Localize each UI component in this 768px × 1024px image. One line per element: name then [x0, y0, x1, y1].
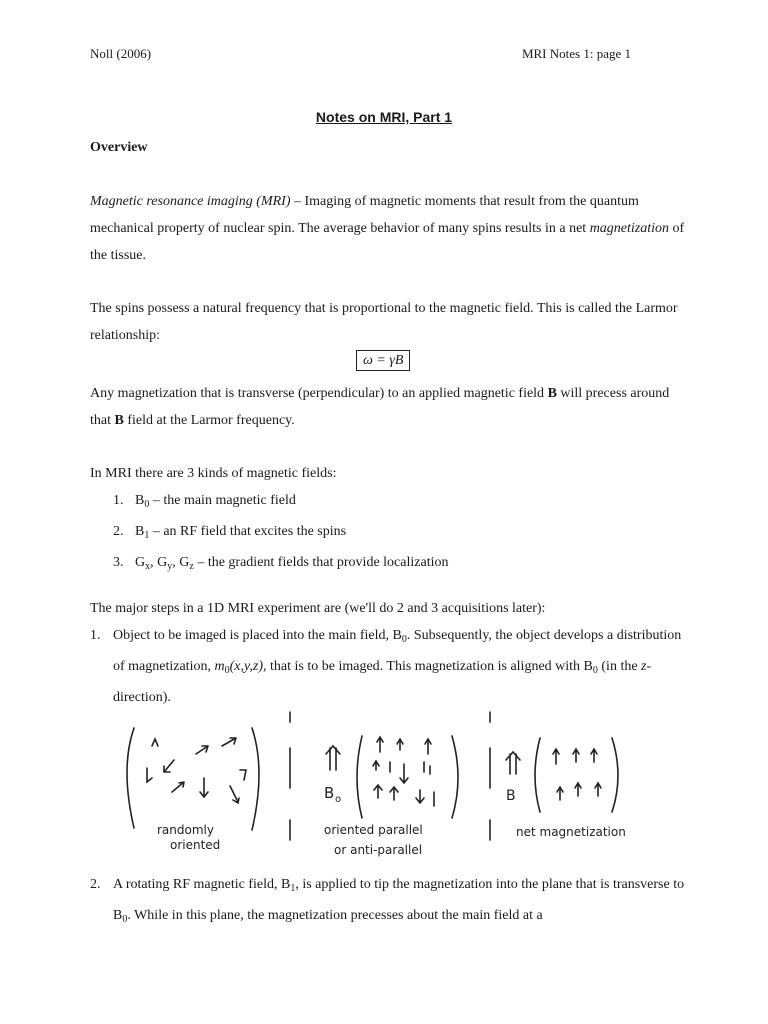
step1-text-b: . Subsequently, the object develops a distribution of magnetization, — [113, 628, 682, 674]
step1-z: z — [641, 659, 647, 674]
larmor-equation: ω = γB — [356, 350, 410, 371]
step1-text-d: (in the — [597, 659, 642, 674]
spin-arrow — [196, 746, 208, 754]
spin-arrow — [240, 770, 246, 780]
step1-text-a: Object to be imaged is placed into the main field, B — [113, 628, 402, 643]
section-heading: Overview — [90, 140, 148, 155]
spin-arrow — [416, 790, 424, 803]
field-symbol: , G — [150, 555, 168, 570]
step2-text-c: . While in this plane, the magnetization precesses about the main field at a — [127, 908, 543, 923]
para3-text-c: will precess around that — [90, 386, 670, 428]
step-2 — [90, 871, 693, 933]
step1-m-sub: 0 — [224, 665, 230, 676]
spin-arrow — [374, 785, 382, 798]
spin-arrow — [424, 762, 430, 774]
para1-text-b: of the tissue. — [90, 221, 685, 263]
b0-label-sub: o — [335, 794, 342, 805]
list-item — [90, 549, 448, 580]
step2-text-a: A rotating RF magnetic field, B — [113, 877, 291, 892]
field-symbol: B — [135, 493, 145, 508]
paragraph-mri-definition — [90, 188, 690, 269]
spin-arrow — [400, 764, 408, 783]
para3-text-d: field at the Larmor frequency. — [123, 413, 295, 428]
net-arrow — [553, 749, 559, 764]
paragraph-larmor: The spins possess a natural frequency that is proportional to the magnetic field. This is called the Larmor relationship: — [90, 301, 678, 343]
page-title: Notes on MRI, Part 1 — [315, 109, 453, 125]
bracket-left-2 — [357, 736, 362, 818]
field-symbol: B — [135, 524, 145, 539]
label-net-magnetization: net magnetization — [516, 825, 626, 839]
b0-label: B — [324, 784, 335, 802]
net-arrow — [591, 749, 597, 762]
spin-arrow — [377, 737, 383, 752]
term-mri: Magnetic resonance imaging (MRI) — [90, 194, 291, 209]
paragraph-major-steps: The major steps in a 1D MRI experiment are (we'll do 2 and 3 acquisitions later): — [90, 601, 546, 616]
net-arrow — [573, 749, 579, 762]
label-anti-parallel: or anti-parallel — [334, 843, 423, 857]
step-1 — [90, 622, 693, 711]
step2-text-b: , is applied to tip the magnetization into the plane that is transverse to B — [113, 877, 685, 923]
spin-arrow — [147, 768, 152, 782]
spin-orientation-sketch — [112, 708, 652, 866]
step1-coords: (x,y,z) — [229, 659, 264, 674]
field-subscript: z — [189, 561, 194, 572]
bracket-left-1 — [127, 728, 134, 828]
bracket-right-2 — [452, 736, 458, 818]
list-item — [90, 518, 448, 549]
para3-text-a: Any magnetization that is transverse (perpendicular) to an applied magnetic field — [90, 386, 548, 401]
step1-sub-c: 0 — [592, 665, 598, 676]
bracket-right-3 — [612, 738, 618, 812]
list-number: 2. — [90, 877, 101, 892]
label-randomly: randomly — [157, 823, 214, 837]
field-description: – an RF field that excites the spins — [149, 524, 347, 539]
header-page: MRI Notes 1: page 1 — [521, 46, 631, 61]
net-arrow — [575, 783, 581, 796]
spin-arrow — [172, 782, 184, 792]
bold-b-2: B — [114, 413, 124, 428]
field-subscript: x — [145, 561, 151, 572]
field-description: – the main magnetic field — [149, 493, 296, 508]
list-number: 1. — [90, 628, 101, 643]
spin-arrow — [164, 760, 174, 772]
spin-arrow — [425, 739, 431, 754]
para1-text-a: – Imaging of magnetic moments that result from the quantum mechanical property of nuclear spin. The average behavior of many spins results in a net — [90, 194, 639, 236]
spin-arrow — [200, 778, 208, 797]
paragraph-precession — [90, 380, 690, 434]
field-description: – the gradient fields that provide localization — [193, 555, 449, 570]
field-list — [90, 487, 448, 580]
step1-sub-a: 0 — [401, 634, 407, 645]
net-arrow — [595, 783, 601, 796]
bold-b-1: B — [547, 386, 557, 401]
step1-text-e: -direction). — [113, 659, 652, 705]
step1-text-c: , that is to be imaged. This magnetization is aligned with B — [263, 659, 593, 674]
bracket-left-3 — [535, 738, 540, 812]
b0-double-arrow — [326, 746, 340, 770]
step1-m: m — [214, 659, 225, 674]
spin-arrow — [230, 786, 239, 803]
field-symbol: G — [135, 555, 146, 570]
list-number: 3. — [113, 555, 124, 570]
spin-arrow — [397, 739, 403, 750]
list-item — [90, 487, 448, 518]
spin-arrow — [222, 738, 236, 746]
label-oriented: oriented — [170, 838, 221, 852]
net-b0-double-arrow — [506, 752, 520, 774]
term-magnetization: magnetization — [589, 221, 670, 236]
step2-sub-b: 0 — [122, 914, 128, 925]
net-arrow — [557, 787, 563, 800]
label-oriented-parallel: oriented parallel — [324, 823, 423, 837]
spin-arrow — [390, 787, 398, 800]
field-symbol: , G — [172, 555, 190, 570]
field-subscript: 0 — [144, 499, 150, 510]
paragraph-field-kinds: In MRI there are 3 kinds of magnetic fields: — [90, 466, 337, 481]
header-author: Noll (2006) — [90, 46, 152, 61]
spin-arrow — [373, 761, 379, 770]
bracket-right-1 — [252, 728, 259, 830]
field-subscript: y — [167, 561, 173, 572]
list-number: 1. — [113, 493, 124, 508]
step2-sub-a: 1 — [290, 883, 296, 894]
net-b0-label: B — [506, 788, 516, 804]
field-subscript: 1 — [144, 530, 150, 541]
spin-arrow — [152, 739, 158, 746]
list-number: 2. — [113, 524, 124, 539]
